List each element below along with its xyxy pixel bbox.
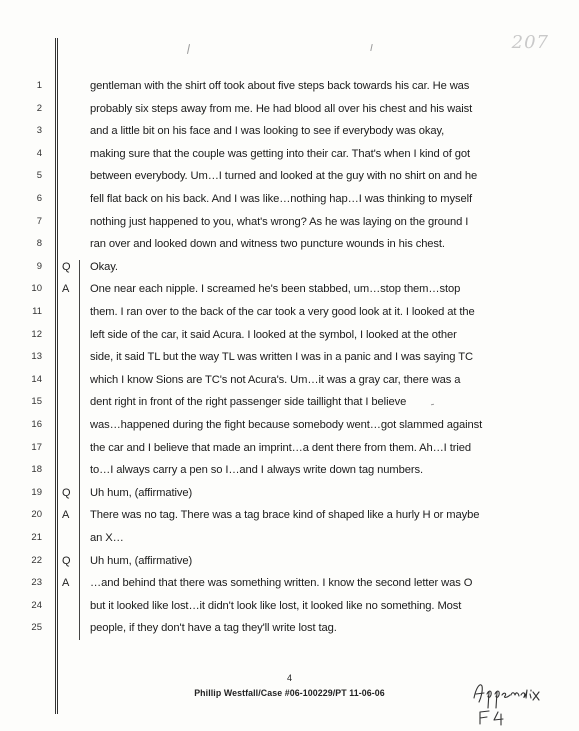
line-text: fell flat back on his back. And I was like…nothing hap…I was thinking to myself: [90, 193, 472, 205]
transcript-line: [0, 168, 579, 190]
scan-mark: [187, 44, 190, 54]
line-text: …and behind that there was something written. I know the second letter was O: [90, 577, 473, 590]
line-number: 21: [31, 532, 42, 543]
line-number: 17: [31, 441, 42, 453]
transcript-line: [0, 462, 579, 484]
case-line: Phillip Westfall/Case #06-100229/PT 11-06-06: [194, 688, 385, 698]
transcript-line: [0, 530, 579, 552]
line-text: between everybody. Um…I turned and looked at the guy with no shirt on and he: [90, 170, 478, 183]
transcript-line: [0, 620, 579, 642]
line-number: 18: [31, 464, 42, 476]
line-text: was…happened during the fight because somebody went…got slammed against: [90, 419, 483, 431]
line-text: people, if they don't have a tag they'll write lost tag.: [90, 622, 337, 635]
transcript-line: [0, 598, 579, 620]
transcript-line: [0, 281, 579, 303]
line-text: side, it said TL but the way TL was written I was in a panic and I was saying TC: [90, 351, 473, 364]
line-number: 4: [36, 147, 42, 159]
transcript-line: [0, 214, 579, 236]
line-number: 5: [36, 170, 42, 182]
speaker-label: A: [62, 509, 70, 522]
line-text: the car and I believe that made an imprint…a dent there from them. Ah…I tried: [90, 441, 471, 454]
line-text: them. I ran over to the back of the car took a very good look at it. I looked at the: [90, 306, 475, 318]
transcript-line: [0, 553, 579, 575]
handwritten-appendix-annotation: [470, 676, 570, 726]
line-number: 13: [31, 351, 42, 363]
line-number: 8: [36, 238, 42, 250]
line-text: nothing just happened to you, what's wrong? As he was laying on the ground I: [90, 215, 469, 228]
line-number: 16: [31, 419, 42, 430]
scan-mark: [370, 44, 372, 51]
line-number: 2: [36, 102, 42, 114]
speaker-label: Q: [62, 554, 71, 567]
line-number: 7: [36, 215, 42, 227]
transcript-line: [0, 507, 579, 529]
transcript-line: [0, 259, 579, 281]
line-text: and a little bit on his face and I was looking to see if everybody was okay,: [90, 125, 445, 138]
line-text: to…I always carry a pen so I…and I always write down tag numbers.: [90, 464, 424, 477]
page-number: 4: [286, 673, 292, 683]
line-text: which I know Sions are TC's not Acura's. Um…it was a gray car, there was a: [90, 373, 461, 386]
line-text: probably six steps away from me. He had blood all over his chest and his waist: [90, 102, 473, 115]
line-text: dent right in front of the right passenger side taillight that I believe: [90, 396, 407, 409]
speaker-label: Q: [62, 260, 71, 273]
transcript-line: [0, 101, 579, 123]
speaker-label: A: [62, 577, 70, 590]
transcript-line: [0, 485, 579, 507]
line-number: 19: [31, 486, 42, 498]
transcript-line: [0, 372, 579, 394]
transcript-line: [0, 123, 579, 145]
line-number: 23: [31, 577, 42, 589]
transcript-line: [0, 327, 579, 349]
line-number: 10: [31, 283, 42, 295]
transcript-line: [0, 78, 579, 100]
line-number: 6: [36, 193, 42, 204]
line-text: making sure that the couple was getting into their car. That's when I kind of got: [90, 147, 471, 160]
transcript-line: [0, 394, 579, 416]
line-text: There was no tag. There was a tag brace kind of shaped like a hurly H or maybe: [90, 509, 480, 522]
line-text: gentleman with the shirt off took about five steps back towards his car. He was: [90, 80, 470, 92]
transcript-line: [0, 440, 579, 462]
bates-stamp-number: 207: [511, 32, 549, 53]
line-text: Uh hum, (affirmative): [90, 554, 193, 567]
line-text: One near each nipple. I screamed he's been stabbed, um…stop them…stop: [90, 283, 461, 296]
line-text: ran over and looked down and witness two puncture wounds in his chest.: [90, 238, 445, 251]
line-number: 9: [36, 260, 42, 272]
transcript-line: [0, 304, 579, 326]
speaker-label: Q: [62, 486, 71, 499]
line-text: left side of the car, it said Acura. I looked at the symbol, I looked at the other: [90, 328, 457, 341]
line-number: 15: [31, 396, 42, 408]
line-number: 11: [32, 306, 42, 317]
line-number: 25: [31, 622, 42, 634]
line-number: 1: [36, 80, 42, 91]
line-text: Okay.: [90, 260, 118, 273]
line-number: 22: [31, 554, 42, 566]
line-number: 3: [36, 125, 42, 137]
line-text: but it looked like lost…it didn't look like lost, it looked like no something. Most: [90, 599, 462, 612]
transcript-line: [0, 146, 579, 168]
line-number: 24: [31, 599, 42, 611]
line-text: Uh hum, (affirmative): [90, 486, 193, 499]
line-number: 14: [31, 373, 42, 385]
transcript-line: [0, 349, 579, 371]
line-text: an X…: [90, 532, 124, 544]
line-number: 12: [31, 328, 42, 340]
line-number: 20: [31, 509, 42, 521]
transcript-line: [0, 236, 579, 258]
transcript-line: [0, 417, 579, 439]
speaker-label: A: [62, 283, 70, 296]
transcript-line: [0, 191, 579, 213]
transcript-line: [0, 575, 579, 597]
